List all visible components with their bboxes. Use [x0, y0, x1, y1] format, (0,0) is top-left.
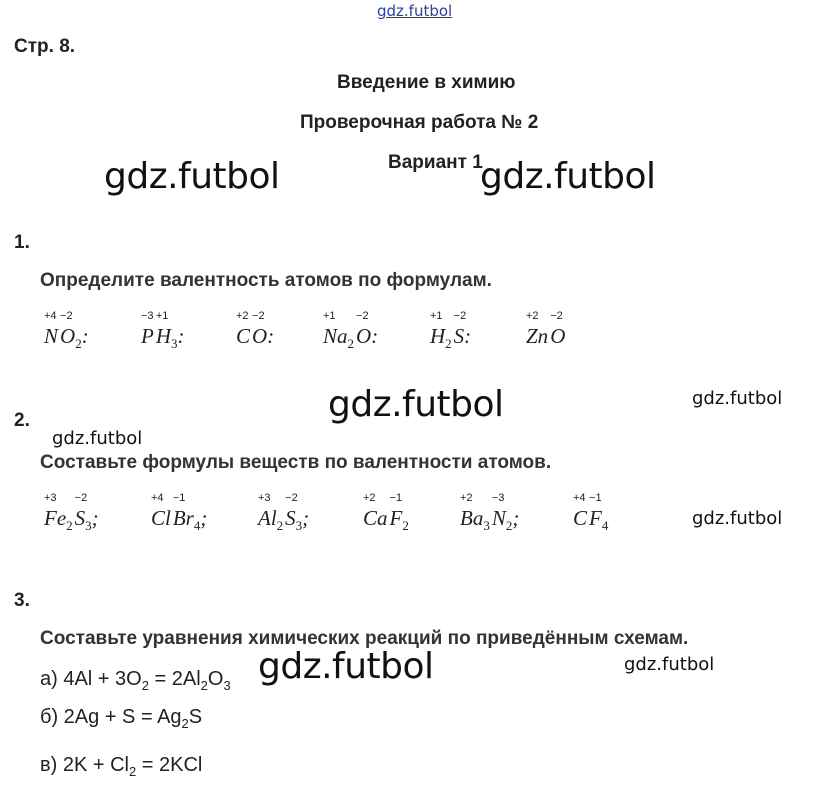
task1-formula-5 [430, 310, 472, 352]
element-index: 2 [276, 518, 284, 533]
separator: ; [302, 506, 310, 530]
task2-formula-4 [363, 492, 409, 534]
element-symbol: Zn [526, 324, 549, 348]
equation-text: O [207, 668, 224, 690]
element-symbol: S [74, 506, 86, 530]
oxidation-state: −2 [550, 310, 563, 322]
separator: : [371, 324, 379, 348]
element-symbol: O [356, 324, 372, 348]
task2-formula-3 [258, 492, 310, 534]
task3-text: Составьте уравнения химических реакций по приведённым схемам. [40, 628, 689, 649]
task2-formula-5 [460, 492, 520, 534]
task1-formula-4 [323, 310, 379, 352]
equation-text: = 2Al [148, 668, 201, 690]
separator: ; [91, 506, 99, 530]
separator: : [267, 324, 275, 348]
element-index: 2 [445, 336, 452, 351]
task2-formula-6 [573, 492, 609, 534]
element-index: 3 [85, 518, 92, 533]
oxidation-state: +4 [573, 492, 586, 504]
oxidation-state: +1 [430, 310, 443, 322]
watermark-8: gdz.futbol [624, 654, 715, 675]
element-symbol: F [589, 506, 602, 530]
separator: : [81, 324, 89, 348]
equation-text: S [188, 706, 203, 728]
element-index: 2 [66, 518, 73, 533]
oxidation-state: −3 [141, 310, 154, 322]
equation-index: 3 [223, 678, 231, 693]
element-symbol: H [155, 324, 171, 348]
task1-number: 1. [14, 232, 30, 253]
oxidation-state: −2 [74, 492, 88, 504]
element-symbol: O [252, 324, 268, 348]
watermark-5: gdz.futbol [52, 428, 143, 449]
task1-text: Определите валентность атомов по формулам. [40, 270, 492, 291]
watermark-top: gdz.futbol [377, 2, 453, 20]
oxidation-state: −2 [252, 310, 265, 322]
separator: ; [200, 506, 208, 530]
separator: : [177, 324, 185, 348]
element-index: 2 [75, 336, 82, 351]
equation-label: а) [40, 668, 64, 690]
watermark-6: gdz.futbol [692, 508, 783, 529]
oxidation-state: +3 [258, 492, 271, 504]
element-index: 3 [483, 518, 490, 533]
element-symbol: Al [258, 506, 277, 530]
element-symbol: O [60, 324, 76, 348]
equation-label: в) [40, 754, 63, 776]
equation-index: 2 [141, 678, 149, 693]
page-subtitle: Проверочная работа № 2 [300, 112, 539, 133]
equation-text: 4Al + 3O [63, 668, 142, 690]
watermark-3: gdz.futbol [328, 384, 504, 425]
element-symbol: Fe [44, 506, 67, 530]
element-symbol: Ba [460, 506, 484, 530]
task1-formula-1 [44, 310, 89, 352]
separator: : [464, 324, 472, 348]
oxidation-state: +2 [460, 492, 473, 504]
watermark-1: gdz.futbol [104, 156, 280, 197]
oxidation-state: −2 [60, 310, 73, 322]
oxidation-state: −1 [589, 492, 602, 504]
variant-label: Вариант 1 [388, 152, 483, 173]
task1-formula-2 [141, 310, 185, 352]
oxidation-state: +1 [323, 310, 336, 322]
task2-text: Составьте формулы веществ по валентности атомов. [40, 452, 552, 473]
element-index: 2 [402, 518, 409, 533]
oxidation-state: +1 [155, 310, 169, 322]
element-symbol: F [389, 506, 403, 530]
equation-text: 2Ag + S = Ag [63, 706, 182, 728]
oxidation-state: −2 [356, 310, 369, 322]
oxidation-state: −2 [453, 310, 467, 322]
element-index: 3 [171, 336, 178, 351]
equation-2 [40, 706, 202, 731]
oxidation-state: +2 [526, 310, 539, 322]
page-title: Введение в химию [337, 72, 516, 93]
oxidation-state: +4 [44, 310, 57, 322]
element-index: 3 [295, 518, 303, 533]
equation-label: б) [40, 706, 64, 728]
watermark-2: gdz.futbol [480, 156, 656, 197]
equation-index: 2 [200, 678, 208, 693]
element-symbol: Ca [363, 506, 388, 530]
oxidation-state: +2 [363, 492, 376, 504]
equation-1 [40, 668, 231, 693]
element-index: 4 [601, 518, 609, 533]
oxidation-state: −1 [172, 492, 186, 504]
task2-formula-1 [44, 492, 99, 534]
watermark-4: gdz.futbol [692, 388, 783, 409]
element-symbol: Cl [151, 506, 171, 530]
element-symbol: N [44, 324, 59, 348]
task2-number: 2. [14, 410, 30, 431]
element-index: 2 [505, 518, 513, 533]
oxidation-state: −2 [285, 492, 298, 504]
element-symbol: C [573, 506, 588, 530]
page-number: Стр. 8. [14, 36, 76, 57]
task1-formula-6 [526, 310, 566, 352]
task1-formula-3 [236, 310, 275, 352]
equation-text: 2K + Cl [62, 754, 129, 776]
element-symbol: S [453, 324, 465, 348]
equation-index: 2 [181, 716, 189, 731]
element-symbol: S [285, 506, 296, 530]
element-symbol: Na [323, 324, 348, 348]
element-symbol: P [141, 324, 154, 348]
element-symbol: N [491, 506, 506, 530]
equation-3 [40, 754, 202, 779]
oxidation-state: −1 [389, 492, 403, 504]
element-index: 4 [193, 518, 201, 533]
element-index: 2 [347, 336, 355, 351]
task3-number: 3. [14, 590, 30, 611]
oxidation-state: +4 [151, 492, 164, 504]
element-symbol: Br [172, 506, 194, 530]
task2-formula-2 [151, 492, 208, 534]
oxidation-state: +3 [44, 492, 57, 504]
watermark-7: gdz.futbol [258, 646, 434, 687]
oxidation-state: −3 [491, 492, 505, 504]
element-symbol: O [550, 324, 566, 348]
element-symbol: C [236, 324, 251, 348]
oxidation-state: +2 [236, 310, 249, 322]
equation-index: 2 [129, 764, 137, 779]
separator: ; [512, 506, 520, 530]
equation-text: = 2KCl [136, 754, 203, 776]
element-symbol: H [430, 324, 446, 348]
